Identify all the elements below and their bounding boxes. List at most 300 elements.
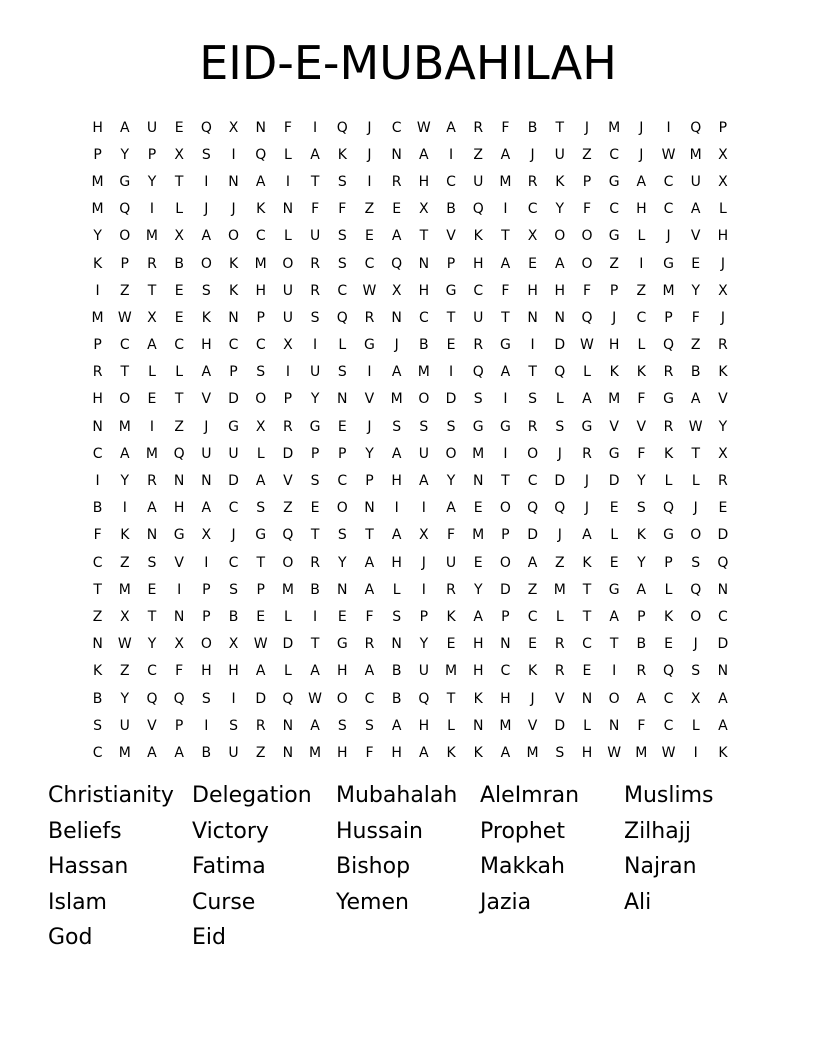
grid-letter: O	[690, 527, 702, 544]
grid-letter: G	[309, 418, 321, 435]
grid-letter: A	[690, 201, 701, 218]
grid-letter: X	[147, 309, 157, 326]
grid-letter: U	[119, 717, 130, 734]
grid-letter: C	[92, 445, 103, 462]
grid-letter: J	[231, 201, 236, 218]
grid-letter: X	[228, 636, 239, 653]
word-list-item: Christianity	[48, 783, 174, 808]
grid-letter: D	[228, 391, 239, 408]
grid-letter: D	[527, 527, 538, 544]
grid-letter: Y	[555, 201, 565, 218]
grid-letter: Z	[119, 282, 130, 299]
grid-letter: N	[717, 581, 729, 598]
grid-letter: G	[663, 255, 674, 272]
grid-letter: M	[472, 527, 485, 544]
grid-letter: I	[204, 554, 209, 571]
grid-letter: V	[718, 391, 728, 408]
grid-letter: R	[92, 364, 103, 381]
grid-letter: H	[391, 473, 402, 490]
grid-letter: X	[201, 527, 212, 544]
grid-letter: A	[147, 744, 157, 761]
grid-letter: X	[391, 282, 402, 299]
grid-letter: D	[282, 636, 294, 653]
grid-letter: M	[145, 228, 159, 245]
grid-letter: C	[337, 473, 348, 490]
grid-letter: C	[636, 309, 647, 326]
grid-letter: K	[636, 364, 646, 381]
grid-row	[84, 712, 744, 739]
grid-letter: E	[174, 282, 184, 299]
grid-letter: C	[663, 717, 674, 734]
grid-letter: M	[118, 744, 131, 761]
grid-letter: X	[174, 228, 184, 245]
grid-letter: O	[690, 608, 702, 625]
grid-letter: I	[693, 744, 698, 761]
grid-letter: J	[530, 146, 535, 163]
grid-letter: T	[310, 636, 320, 653]
grid-letter: B	[92, 500, 103, 517]
grid-letter: P	[419, 608, 429, 625]
grid-letter: T	[555, 119, 565, 136]
grid-letter: G	[173, 527, 185, 544]
grid-letter: M	[608, 119, 621, 136]
grid-letter: S	[201, 690, 211, 707]
grid-letter: I	[421, 500, 426, 517]
grid-letter: S	[636, 500, 646, 517]
grid-letter: Z	[609, 255, 619, 272]
grid-letter: C	[92, 744, 103, 761]
grid-letter: N	[337, 581, 348, 598]
grid-letter: S	[201, 146, 211, 163]
grid-letter: Z	[283, 500, 293, 517]
grid-letter: Q	[255, 146, 267, 163]
grid-letter: A	[527, 554, 538, 571]
grid-letter: A	[147, 500, 157, 517]
grid-letter: I	[285, 364, 290, 381]
grid-letter: G	[608, 228, 620, 245]
grid-letter: P	[609, 282, 619, 299]
grid-letter: M	[390, 391, 403, 408]
grid-letter: P	[637, 608, 646, 625]
grid-letter: E	[310, 500, 320, 517]
grid-row	[84, 386, 744, 413]
word-list-item: Victory	[192, 818, 269, 844]
grid-letter: X	[718, 146, 728, 163]
grid-letter: O	[581, 255, 593, 272]
grid-letter: Q	[717, 554, 729, 571]
grid-letter: I	[666, 119, 671, 136]
grid-row	[84, 522, 744, 549]
grid-letter: R	[283, 418, 293, 435]
grid-letter: Q	[336, 309, 348, 326]
grid-letter: S	[256, 500, 266, 517]
grid-letter: I	[367, 364, 372, 381]
grid-letter: O	[499, 500, 511, 517]
grid-letter: A	[391, 228, 402, 245]
grid-letter: A	[419, 146, 429, 163]
grid-letter: S	[528, 391, 538, 408]
grid-letter: V	[690, 228, 701, 245]
grid-letter: D	[282, 445, 294, 462]
letter-grid	[84, 114, 744, 767]
grid-letter: P	[93, 337, 102, 354]
grid-letter: F	[637, 445, 646, 462]
grid-letter: R	[310, 282, 320, 299]
grid-letter: A	[446, 500, 456, 517]
grid-letter: P	[446, 255, 456, 272]
grid-letter: D	[554, 337, 566, 354]
grid-letter: Q	[663, 663, 675, 680]
grid-letter: K	[93, 255, 103, 272]
grid-letter: P	[718, 119, 728, 136]
grid-letter: R	[473, 337, 484, 354]
word-list	[48, 778, 778, 956]
grid-letter: Y	[691, 282, 700, 299]
grid-letter: I	[204, 717, 209, 734]
grid-letter: A	[419, 473, 429, 490]
grid-letter: H	[92, 119, 103, 136]
grid-letter: Z	[582, 146, 592, 163]
grid-row	[84, 277, 744, 304]
grid-letter: Y	[365, 445, 374, 462]
grid-letter: D	[608, 473, 620, 490]
grid-letter: U	[418, 445, 429, 462]
grid-letter: O	[554, 228, 566, 245]
grid-letter: Z	[364, 201, 375, 218]
grid-letter: R	[582, 445, 592, 462]
grid-letter: R	[446, 581, 456, 598]
grid-letter: C	[147, 663, 157, 680]
grid-letter: S	[229, 581, 238, 598]
grid-letter: N	[146, 527, 158, 544]
grid-row	[84, 141, 744, 168]
grid-letter: U	[445, 554, 457, 571]
grid-letter: N	[173, 608, 185, 625]
grid-letter: T	[501, 228, 510, 245]
grid-letter: W	[308, 690, 323, 707]
grid-letter: U	[554, 146, 565, 163]
grid-letter: L	[637, 337, 646, 354]
grid-letter: U	[418, 663, 429, 680]
grid-row	[84, 196, 744, 223]
grid-letter: P	[338, 445, 347, 462]
grid-letter: T	[174, 391, 184, 408]
grid-letter: P	[256, 309, 265, 326]
grid-letter: R	[473, 119, 484, 136]
grid-letter: C	[527, 473, 538, 490]
grid-letter: Q	[173, 690, 185, 707]
grid-letter: G	[445, 282, 457, 299]
grid-letter: L	[719, 201, 727, 218]
grid-letter: X	[527, 228, 538, 245]
grid-letter: H	[472, 255, 484, 272]
grid-letter: J	[639, 119, 644, 136]
grid-letter: Z	[119, 663, 130, 680]
grid-letter: I	[448, 364, 454, 381]
grid-letter: E	[147, 391, 157, 408]
grid-letter: P	[174, 717, 184, 734]
grid-letter: A	[500, 744, 511, 761]
grid-letter: Z	[527, 581, 538, 598]
grid-letter: K	[120, 527, 130, 544]
grid-letter: L	[175, 201, 184, 218]
grid-letter: C	[337, 282, 348, 299]
grid-letter: I	[503, 391, 508, 408]
grid-letter: A	[718, 717, 728, 734]
grid-letter: K	[228, 282, 239, 299]
grid-letter: T	[446, 309, 456, 326]
grid-letter: H	[472, 636, 484, 653]
grid-letter: S	[392, 608, 402, 625]
grid-letter: N	[282, 201, 294, 218]
grid-letter: Q	[173, 445, 185, 462]
grid-letter: H	[201, 337, 212, 354]
grid-letter: A	[391, 445, 402, 462]
grid-letter: Z	[690, 337, 701, 354]
grid-letter: M	[472, 445, 485, 462]
grid-letter: M	[444, 663, 458, 680]
grid-letter: A	[201, 364, 212, 381]
grid-letter: A	[419, 744, 429, 761]
grid-letter: K	[663, 608, 674, 625]
grid-letter: H	[201, 663, 212, 680]
grid-letter: P	[283, 391, 293, 408]
grid-letter: V	[527, 717, 538, 734]
grid-letter: W	[253, 636, 268, 653]
word-list-item: Najran	[624, 854, 697, 879]
grid-letter: M	[91, 309, 104, 326]
grid-letter: S	[365, 717, 374, 734]
grid-letter: U	[146, 119, 158, 136]
grid-letter: U	[228, 744, 239, 761]
grid-letter: K	[528, 663, 538, 680]
grid-letter: M	[689, 146, 702, 163]
grid-letter: O	[499, 554, 511, 571]
grid-letter: C	[391, 119, 402, 136]
grid-letter: G	[119, 173, 131, 190]
grid-letter: Y	[310, 391, 320, 408]
grid-letter: P	[93, 146, 102, 163]
grid-letter: E	[446, 636, 456, 653]
grid-letter: B	[527, 119, 538, 136]
grid-letter: V	[147, 717, 157, 734]
grid-letter: Y	[147, 173, 157, 190]
grid-letter: S	[392, 418, 402, 435]
grid-letter: B	[92, 690, 103, 707]
grid-letter: W	[416, 119, 431, 136]
grid-letter: B	[201, 744, 212, 761]
grid-letter: I	[313, 337, 318, 354]
grid-letter: R	[663, 418, 674, 435]
grid-letter: M	[309, 744, 322, 761]
grid-row	[84, 168, 744, 195]
grid-letter: Z	[119, 554, 130, 571]
grid-letter: B	[690, 364, 701, 381]
grid-letter: T	[419, 228, 429, 245]
grid-letter: O	[336, 690, 348, 707]
grid-letter: K	[555, 173, 565, 190]
grid-letter: G	[608, 173, 620, 190]
grid-letter: N	[255, 119, 266, 136]
word-list-item: Beliefs	[48, 818, 122, 844]
grid-letter: L	[447, 717, 455, 734]
grid-letter: F	[283, 119, 292, 136]
grid-letter: R	[718, 473, 728, 490]
grid-row	[84, 495, 744, 522]
word-list-item: God	[48, 925, 93, 950]
grid-letter: U	[473, 309, 484, 326]
grid-letter: I	[149, 418, 155, 435]
grid-letter: X	[119, 608, 130, 625]
grid-letter: X	[255, 418, 266, 435]
grid-letter: A	[636, 581, 647, 598]
grid-letter: U	[201, 445, 212, 462]
grid-letter: L	[583, 717, 591, 734]
grid-letter: R	[255, 717, 266, 734]
grid-letter: M	[91, 173, 104, 190]
grid-letter: Y	[473, 581, 483, 598]
grid-row	[84, 250, 744, 277]
grid-letter: E	[664, 636, 673, 653]
grid-letter: Y	[120, 146, 130, 163]
grid-letter: J	[720, 309, 725, 326]
grid-letter: C	[228, 337, 239, 354]
grid-letter: A	[718, 690, 728, 707]
grid-letter: N	[364, 500, 375, 517]
grid-letter: V	[201, 391, 212, 408]
grid-letter: A	[636, 690, 647, 707]
grid-letter: N	[391, 146, 402, 163]
word-list-item: Prophet	[480, 818, 565, 844]
grid-letter: K	[337, 146, 347, 163]
grid-letter: I	[313, 608, 318, 625]
grid-letter: R	[718, 337, 728, 354]
grid-letter: C	[473, 282, 484, 299]
grid-letter: D	[445, 391, 457, 408]
grid-letter: A	[174, 744, 184, 761]
word-list-item: Hussain	[336, 818, 423, 844]
grid-letter: U	[473, 173, 484, 190]
grid-letter: M	[635, 744, 648, 761]
grid-letter: L	[338, 337, 347, 354]
grid-letter: T	[310, 173, 320, 190]
grid-letter: T	[582, 581, 592, 598]
grid-letter: C	[446, 173, 456, 190]
grid-letter: C	[228, 500, 239, 517]
word-list-item: Bishop	[336, 854, 411, 879]
grid-letter: Q	[663, 500, 675, 517]
grid-letter: Q	[282, 690, 294, 707]
grid-letter: R	[147, 473, 157, 490]
grid-letter: R	[554, 663, 565, 680]
word-list-item: AleImran	[480, 783, 580, 808]
grid-letter: H	[527, 282, 538, 299]
grid-letter: E	[174, 309, 184, 326]
grid-letter: A	[391, 717, 402, 734]
grid-letter: E	[528, 255, 538, 272]
grid-letter: K	[473, 690, 483, 707]
grid-letter: P	[501, 527, 510, 544]
grid-letter: D	[500, 581, 511, 598]
grid-row	[84, 603, 744, 630]
grid-letter: K	[636, 527, 646, 544]
grid-letter: S	[691, 554, 701, 571]
grid-letter: T	[93, 581, 102, 598]
grid-letter: I	[231, 146, 236, 163]
grid-letter: G	[608, 445, 620, 462]
grid-letter: F	[338, 201, 347, 218]
grid-letter: G	[336, 636, 348, 653]
grid-letter: Z	[473, 146, 484, 163]
grid-letter: A	[310, 717, 320, 734]
grid-letter: T	[147, 608, 157, 625]
grid-letter: W	[661, 146, 676, 163]
grid-letter: V	[609, 418, 619, 435]
grid-letter: H	[391, 744, 402, 761]
grid-letter: S	[473, 391, 483, 408]
grid-letter: C	[609, 146, 620, 163]
grid-letter: C	[364, 690, 375, 707]
grid-letter: E	[473, 554, 483, 571]
grid-letter: Y	[147, 636, 157, 653]
grid-letter: X	[718, 173, 728, 190]
grid-letter: A	[609, 608, 619, 625]
grid-letter: G	[228, 418, 239, 435]
grid-letter: A	[690, 391, 701, 408]
grid-letter: B	[636, 636, 647, 653]
grid-letter: I	[204, 173, 209, 190]
grid-letter: L	[392, 581, 401, 598]
grid-letter: N	[418, 255, 430, 272]
grid-letter: B	[310, 581, 320, 598]
grid-letter: A	[201, 500, 212, 517]
grid-letter: R	[310, 255, 320, 272]
grid-letter: M	[281, 581, 294, 598]
grid-letter: F	[501, 119, 510, 136]
grid-letter: Q	[336, 119, 348, 136]
grid-letter: J	[231, 527, 236, 544]
grid-letter: B	[391, 690, 402, 707]
grid-letter: E	[609, 500, 619, 517]
grid-letter: C	[418, 309, 429, 326]
grid-row	[84, 631, 744, 658]
grid-row	[84, 658, 744, 685]
grid-letter: P	[120, 255, 129, 272]
grid-row	[84, 413, 744, 440]
grid-letter: Y	[637, 473, 646, 490]
grid-letter: J	[693, 636, 698, 653]
grid-letter: H	[554, 282, 566, 299]
grid-letter: I	[95, 282, 100, 299]
grid-letter: K	[201, 309, 211, 326]
grid-letter: I	[503, 201, 508, 218]
grid-letter: A	[119, 119, 130, 136]
grid-letter: M	[91, 201, 104, 218]
grid-letter: A	[310, 146, 320, 163]
grid-row	[84, 576, 744, 603]
grid-letter: A	[119, 445, 130, 462]
grid-letter: A	[147, 337, 157, 354]
grid-letter: X	[718, 282, 728, 299]
grid-letter: C	[718, 608, 728, 625]
grid-letter: K	[473, 744, 483, 761]
grid-letter: C	[582, 636, 592, 653]
grid-letter: U	[282, 309, 294, 326]
grid-letter: E	[473, 500, 483, 517]
grid-letter: E	[337, 418, 347, 435]
grid-letter: A	[391, 364, 402, 381]
grid-letter: T	[256, 554, 265, 571]
